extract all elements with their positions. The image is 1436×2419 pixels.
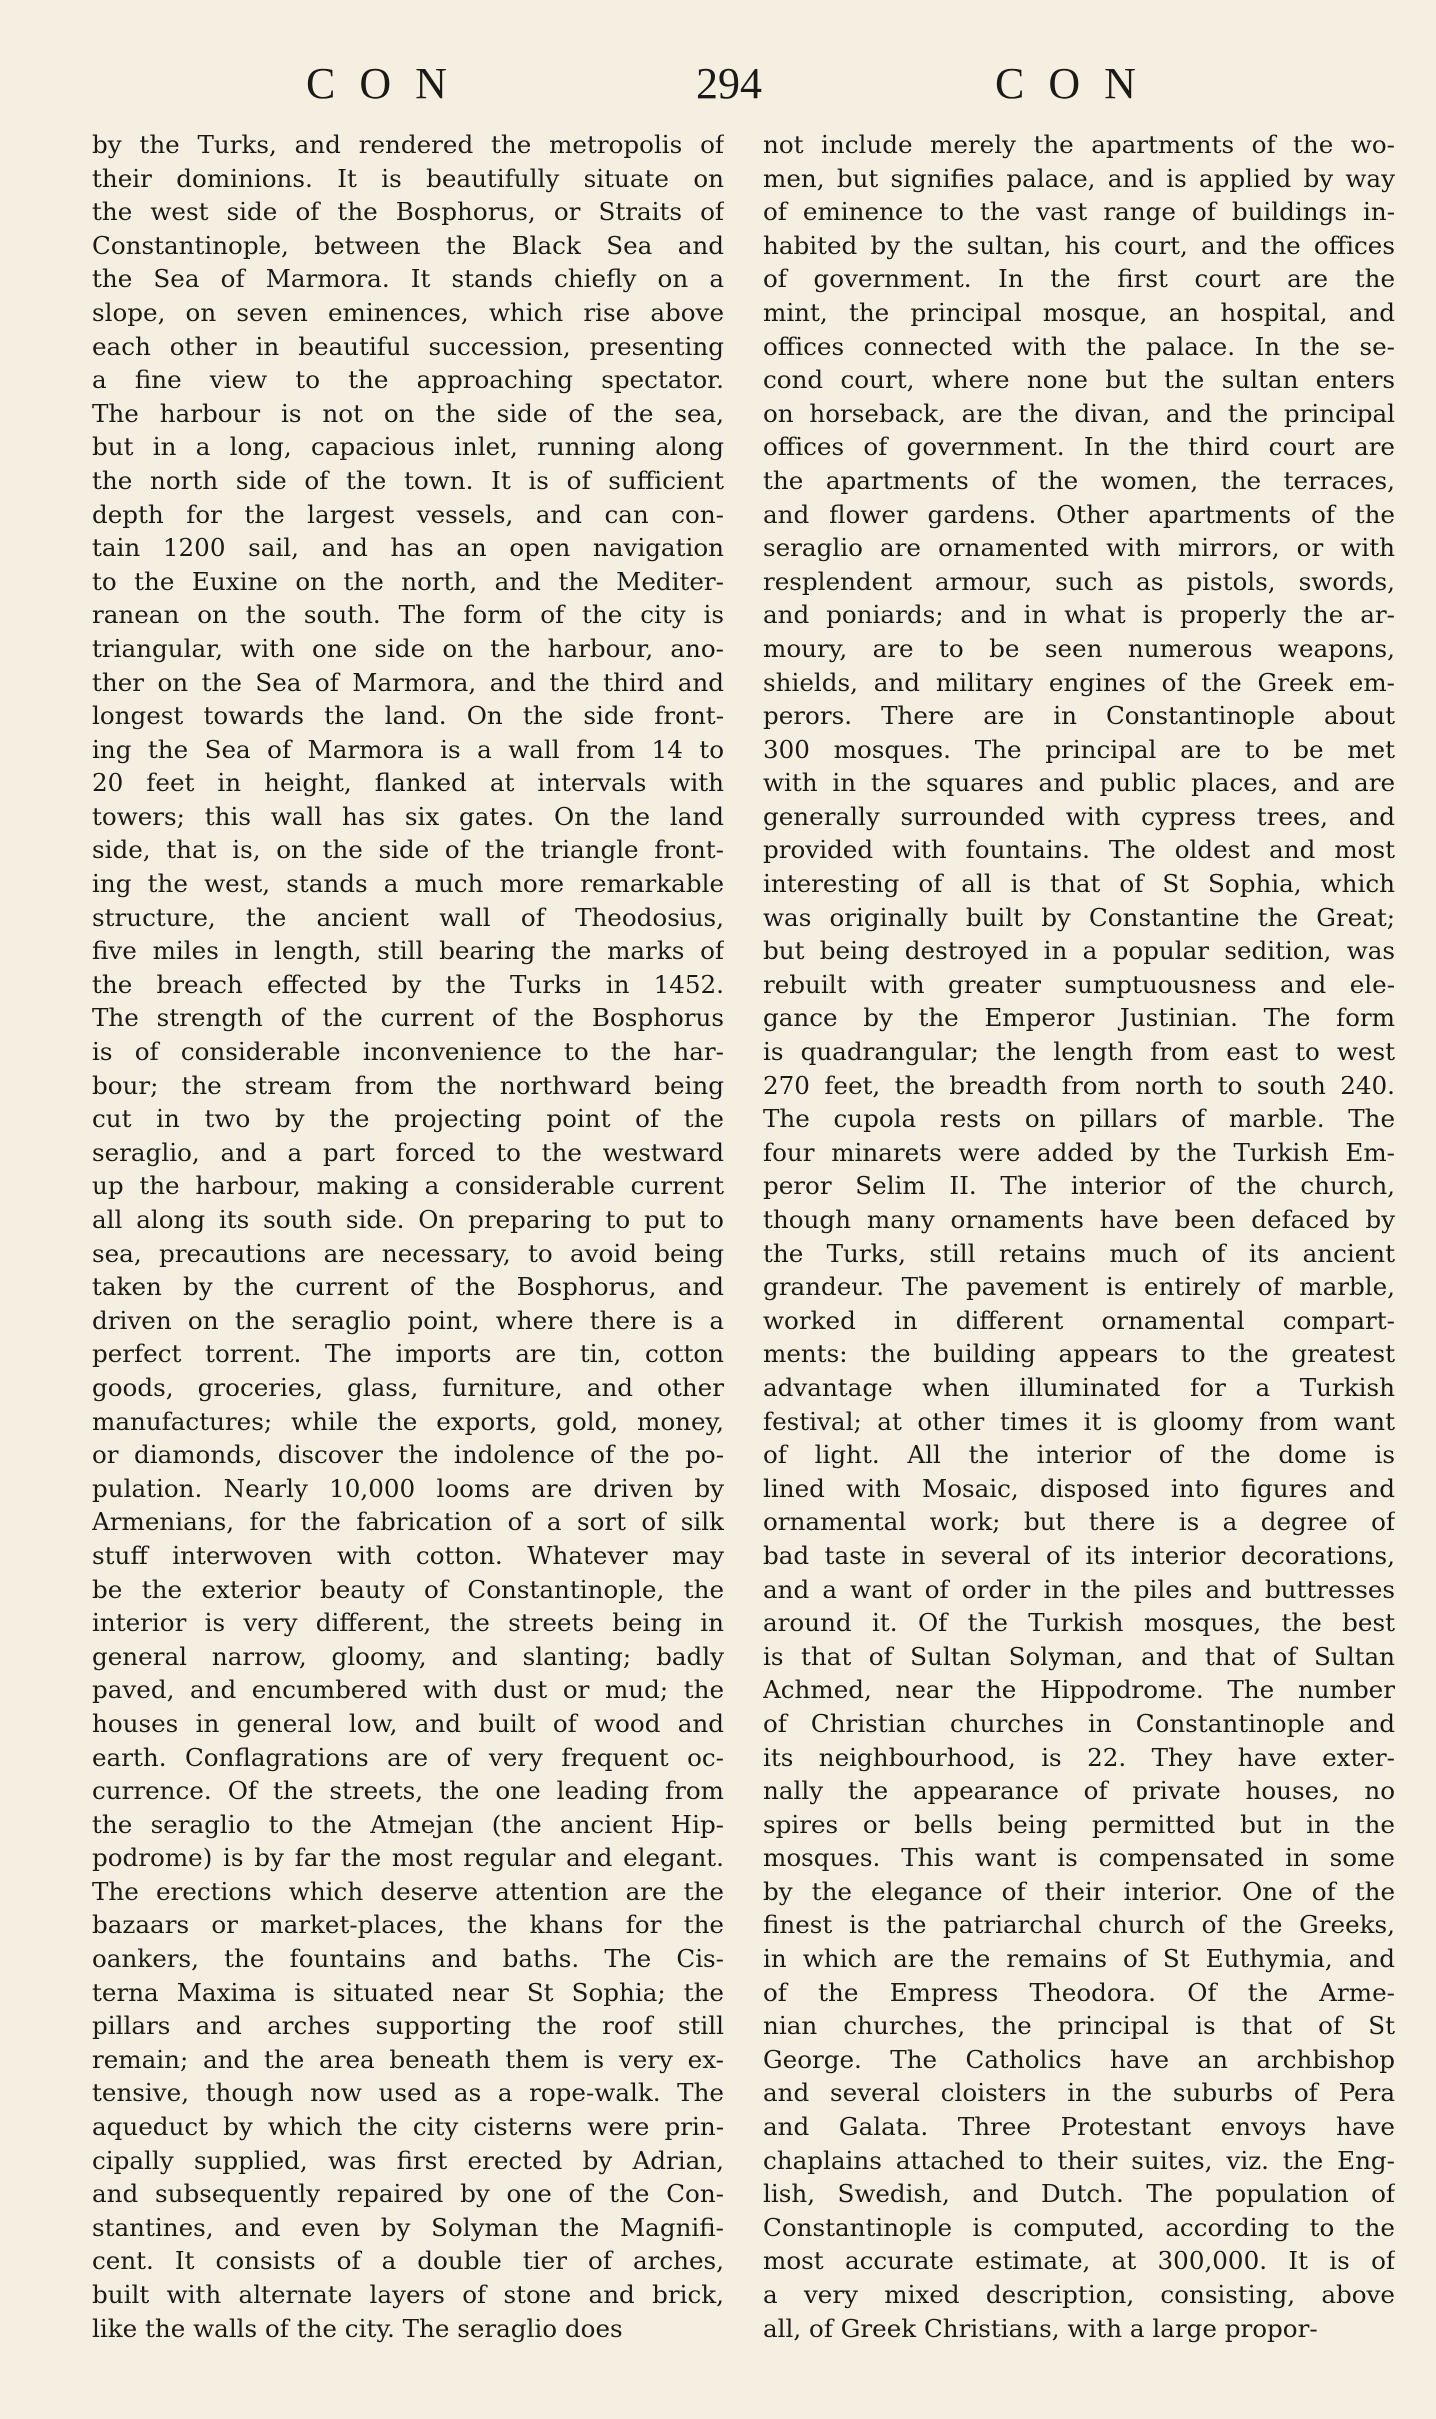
text-line: men, but signifies palace, and is applied by way [763,163,1395,193]
text-line: around it. Of the Turkish mosques, the best [763,1608,1395,1638]
text-line: The harbour is not on the side of the sea, [92,398,724,428]
text-line: bad taste in several of its interior decorations, [763,1540,1395,1570]
text-line: spires or bells being permitted but in the [763,1809,1395,1839]
text-line: seraglio, and a part forced to the westward [92,1137,724,1167]
text-line: all, of Greek Christians, with a large propor- [763,2313,1318,2343]
text-line: podrome) is by far the most regular and elegant. [92,1843,724,1873]
text-line: offices of government. In the third court are [763,432,1395,462]
text-line: is of considerable inconvenience to the har- [92,1037,724,1067]
text-line: earth. Conflagrations are of very frequent oc- [92,1742,724,1772]
text-line: pillars and arches supporting the roof still [92,2011,724,2041]
header-left-catchword: CON [306,59,471,108]
text-line: aqueduct by which the city cisterns were prin- [92,2112,724,2142]
text-line: interesting of all is that of St Sophia, which [763,869,1395,899]
text-line: stuff interwoven with cotton. Whatever may [92,1540,724,1570]
text-line: slope, on seven eminences, which rise above [92,297,724,327]
text-line: cond court, where none but the sultan enters [763,365,1395,395]
text-line: taken by the current of the Bosphorus, and [92,1272,724,1302]
text-line: The cupola rests on pillars of marble. The [763,1104,1395,1134]
text-line: perors. There are in Constantinople about [763,701,1395,731]
text-line: nian churches, the principal is that of St [763,2011,1395,2041]
left-text-column [92,128,724,2345]
text-line: of government. In the first court are the [763,264,1395,294]
text-line: and subsequently repaired by one of the Con- [92,2179,724,2209]
text-line: five miles in length, still bearing the marks of [92,936,724,966]
text-line: worked in different ornamental compart- [763,1305,1395,1335]
text-line: most accurate estimate, at 300,000. It is of [763,2246,1395,2276]
text-line: lish, Swedish, and Dutch. The population of [763,2179,1395,2209]
text-line: mint, the principal mosque, an hospital, and [763,297,1395,327]
text-line: was originally built by Constantine the Great; [763,902,1395,932]
text-line: cent. It consists of a double tier of arches, [92,2246,724,2276]
text-line: general narrow, gloomy, and slanting; badly [92,1641,724,1671]
text-line: the Turks, still retains much of its ancient [763,1238,1395,1268]
text-line: George. The Catholics have an archbishop [763,2044,1395,2074]
text-line: ing the Sea of Marmora is a wall from 14 to [92,734,724,764]
text-line: The erections which deserve attention are the [92,1876,724,1906]
text-line: offices connected with the palace. In the se- [763,331,1395,361]
text-line: towers; this wall has six gates. On the land [92,801,724,831]
text-line: not include merely the apartments of the wo- [763,130,1395,159]
text-line: 20 feet in height, flanked at intervals with [92,768,724,798]
text-line: built with alternate layers of stone and brick, [92,2280,724,2309]
text-line: with in the squares and public places, and are [763,768,1395,798]
text-line: oankers, the fountains and baths. The Cis- [92,1944,724,1974]
text-line: and Galata. Three Protestant envoys have [763,2112,1395,2142]
text-line: their dominions. It is beautifully situate on [92,163,724,193]
text-line: triangular, with one side on the harbour, ano- [92,633,724,663]
text-line: rebuilt with greater sumptuousness and ele- [763,969,1395,999]
text-line: of Christian churches in Constantinople and [763,1708,1395,1738]
text-line: sea, precautions are necessary, to avoid being [92,1238,724,1268]
text-line: the seraglio to the Atmejan (the ancient Hip- [92,1809,724,1839]
text-line: all along its south side. On preparing to put to [92,1205,724,1234]
text-line: be the exterior beauty of Constantinople, the [92,1574,724,1604]
text-line: finest is the patriarchal church of the Greeks, [763,1910,1395,1940]
text-line: though many ornaments have been defaced by [763,1205,1395,1234]
text-line: its neighbourhood, is 22. They have exter- [763,1742,1395,1772]
text-line: goods, groceries, glass, furniture, and other [92,1372,724,1402]
text-line: 270 feet, the breadth from north to south 240. [763,1070,1395,1100]
text-line: is that of Sultan Solyman, and that of Sultan [763,1641,1395,1671]
text-line: of light. All the interior of the dome is [763,1440,1395,1470]
text-line: by the elegance of their interior. One of the [763,1876,1395,1906]
text-line: tain 1200 sail, and has an open navigation [92,533,724,563]
text-line: cut in two by the projecting point of the [92,1104,724,1134]
text-line: each other in beautiful succession, presenting [92,331,724,361]
text-line: Constantinople, between the Black Sea and [92,230,724,260]
text-line: up the harbour, making a considerable current [92,1171,724,1201]
text-line: gance by the Emperor Justinian. The form [763,1003,1395,1033]
text-line: pulation. Nearly 10,000 looms are driven by [92,1473,724,1503]
text-line: bour; the stream from the northward being [92,1070,724,1100]
text-line: grandeur. The pavement is entirely of marble, [763,1272,1395,1302]
text-line: and flower gardens. Other apartments of the [763,499,1395,529]
text-line: a fine view to the approaching spectator. [92,365,724,395]
text-line: advantage when illuminated for a Turkish [763,1372,1395,1402]
text-line: depth for the largest vessels, and can con- [92,499,724,529]
running-header [0,58,1436,118]
text-line: perfect torrent. The imports are tin, cotton [92,1339,724,1369]
text-line: but in a long, capacious inlet, running along [92,432,724,462]
page-number: 294 [696,59,762,108]
text-line: manufactures; while the exports, gold, money, [92,1406,724,1436]
text-line: lined with Mosaic, disposed into figures and [763,1473,1395,1503]
text-line: seraglio are ornamented with mirrors, or with [763,533,1395,563]
text-line: ments: the building appears to the greatest [763,1339,1395,1369]
text-line: remain; and the area beneath them is very ex- [92,2044,724,2074]
text-line: festival; at other times it is gloomy from want [763,1406,1395,1436]
text-line: the north side of the town. It is of sufficient [92,465,724,495]
text-line: interior is very different, the streets being in [92,1608,724,1638]
text-line: a very mixed description, consisting, above [763,2280,1395,2309]
text-line: 300 mosques. The principal are to be met [763,734,1395,764]
text-line: bazaars or market-places, the khans for the [92,1910,724,1940]
text-line: currence. Of the streets, the one leading from [92,1776,724,1806]
text-line: the Sea of Marmora. It stands chiefly on a [92,264,724,294]
text-line: and poniards; and in what is properly the ar- [763,600,1395,630]
text-line: peror Selim II. The interior of the church, [763,1171,1395,1201]
text-line: ther on the Sea of Marmora, and the third and [92,667,724,697]
text-line: mosques. This want is compensated in some [763,1843,1395,1873]
header-right-catchword: CON [995,59,1160,108]
text-line: the breach effected by the Turks in 1452. [92,969,724,999]
text-line: driven on the seraglio point, where there is a [92,1305,724,1335]
text-line: the apartments of the women, the terraces, [763,465,1395,495]
text-line: the west side of the Bosphorus, or Straits of [92,197,724,227]
text-line: Armenians, for the fabrication of a sort of silk [92,1507,724,1537]
text-line: The strength of the current of the Bosphorus [92,1003,724,1033]
text-line: terna Maxima is situated near St Sophia; the [92,1977,724,2007]
text-line: chaplains attached to their suites, viz. the Eng- [763,2145,1395,2175]
text-line: is quadrangular; the length from east to west [763,1037,1395,1067]
text-line: habited by the sultan, his court, and the offices [763,230,1395,260]
text-line: by the Turks, and rendered the metropolis of [92,130,724,159]
text-line: paved, and encumbered with dust or mud; the [92,1675,724,1705]
text-line: longest towards the land. On the side front- [92,701,724,731]
text-line: but being destroyed in a popular sedition, was [763,936,1395,966]
text-line: ornamental work; but there is a degree of [763,1507,1395,1537]
text-line: ranean on the south. The form of the city is [92,600,724,630]
text-line: to the Euxine on the north, and the Mediter- [92,566,724,596]
text-line: resplendent armour, such as pistols, swords, [763,566,1395,596]
text-line: structure, the ancient wall of Theodosius, [92,902,724,932]
text-line: and a want of order in the piles and buttresses [763,1574,1395,1604]
text-line: of the Empress Theodora. Of the Arme- [763,1977,1395,2007]
text-line: ing the west, stands a much more remarkable [92,869,724,899]
text-line: four minarets were added by the Turkish Em- [763,1137,1395,1167]
text-line: like the walls of the city. The seraglio does [92,2313,623,2343]
text-line: Constantinople is computed, according to the [763,2212,1395,2242]
text-line: tensive, though now used as a rope-walk. The [92,2078,724,2108]
text-line: generally surrounded with cypress trees, and [763,801,1395,831]
text-line: stantines, and even by Solyman the Magnifi- [92,2212,724,2242]
text-line: shields, and military engines of the Greek em- [763,667,1395,697]
text-line: or diamonds, discover the indolence of the po- [92,1440,724,1470]
text-line: houses in general low, and built of wood and [92,1708,724,1738]
text-line: Achmed, near the Hippodrome. The number [763,1675,1395,1705]
text-line: in which are the remains of St Euthymia, and [763,1944,1395,1974]
text-line: nally the appearance of private houses, no [763,1776,1395,1806]
text-line: cipally supplied, was first erected by Adrian, [92,2145,724,2175]
text-line: side, that is, on the side of the triangle front- [92,835,724,865]
text-line: and several cloisters in the suburbs of Pera [763,2078,1395,2108]
text-line: moury, are to be seen numerous weapons, [763,633,1395,663]
text-line: provided with fountains. The oldest and most [763,835,1395,865]
text-line: on horseback, are the divan, and the principal [763,398,1395,428]
right-text-column [763,128,1395,2345]
text-line: of eminence to the vast range of buildings in- [763,197,1395,227]
